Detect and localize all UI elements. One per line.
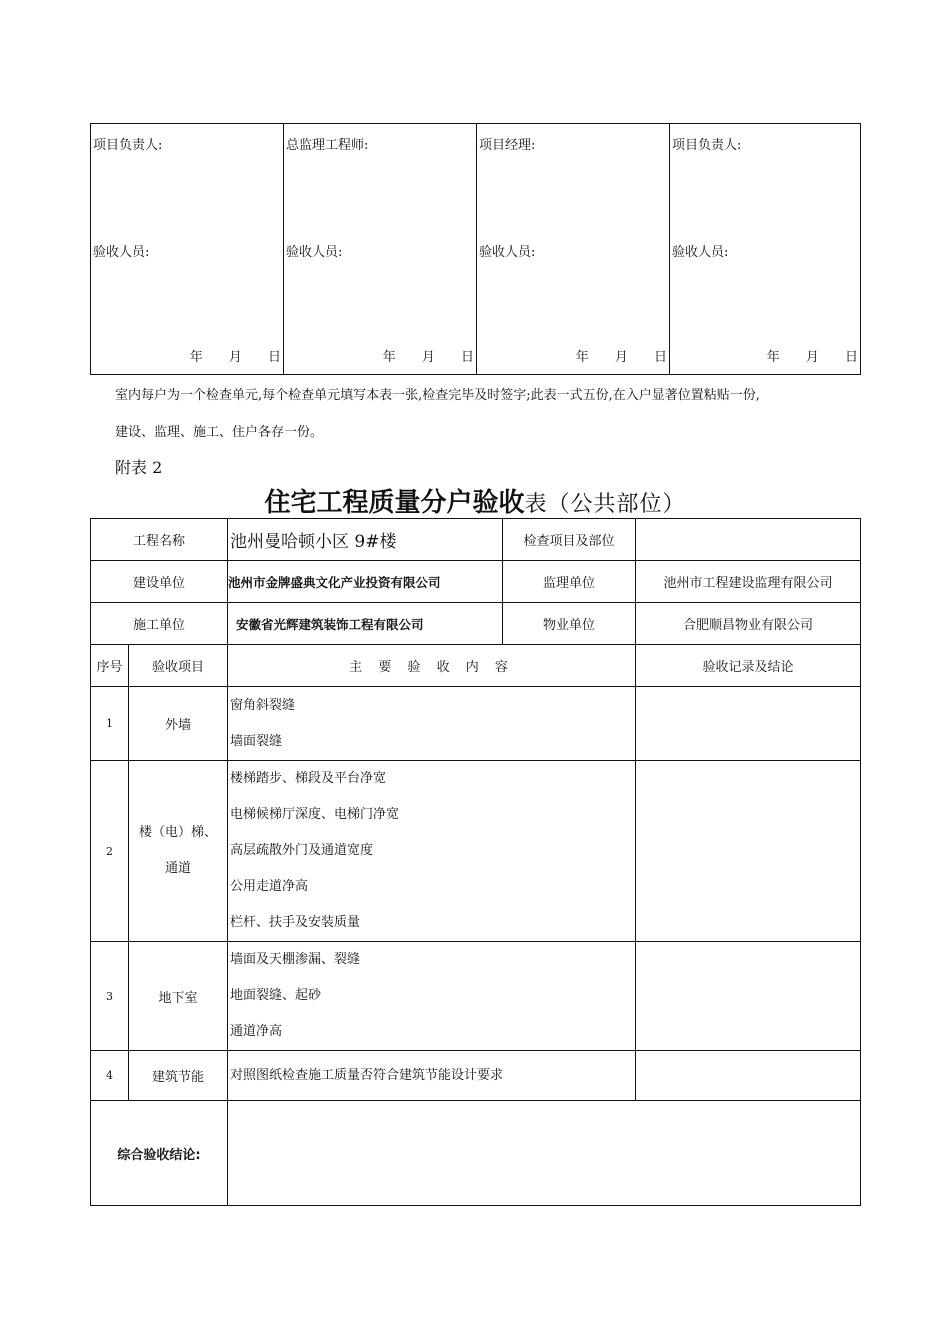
row-contents — [228, 761, 636, 942]
signature-receiver: 验收人员: — [286, 245, 343, 260]
signature-cell[interactable] — [670, 124, 861, 375]
content-line: 公用走道净高 — [230, 879, 309, 894]
row-seq: 3 — [91, 942, 129, 1051]
contractor-label: 施工单位 — [91, 603, 228, 645]
row-contents — [228, 942, 636, 1051]
column-header-record: 验收记录及结论 — [636, 645, 861, 687]
property-label: 物业单位 — [503, 603, 636, 645]
row-seq: 4 — [91, 1051, 129, 1101]
row-item: 地下室 — [129, 942, 228, 1051]
column-header-seq: 序号 — [91, 645, 129, 687]
signature-date: 年 月 日 — [766, 350, 858, 365]
column-header-item: 验收项目 — [129, 645, 228, 687]
row-record[interactable] — [636, 1051, 861, 1101]
row-seq: 2 — [91, 761, 129, 942]
content-line: 通道净高 — [230, 1024, 283, 1039]
row-contents — [228, 1051, 636, 1101]
signature-receiver: 验收人员: — [672, 245, 729, 260]
signature-cell[interactable] — [284, 124, 477, 375]
signature-receiver: 验收人员: — [479, 245, 536, 260]
note-line-2: 建设、监理、施工、住户各存一份。 — [115, 425, 324, 440]
row-record[interactable] — [636, 942, 861, 1051]
form-title-main: 住宅工程质量分户验收 — [264, 488, 525, 518]
content-line: 窗角斜裂缝 — [230, 697, 296, 713]
table-row — [91, 942, 861, 1051]
supervisor-label: 监理单位 — [503, 561, 636, 603]
project-name-label: 工程名称 — [91, 519, 228, 561]
content-line: 高层疏散外门及通道宽度 — [230, 843, 374, 858]
signature-date: 年 月 日 — [575, 350, 667, 365]
row-item: 外墙 — [129, 687, 228, 761]
content-line: 楼梯踏步、梯段及平台净宽 — [230, 771, 387, 786]
conclusion-label: 综合验收结论: — [91, 1101, 228, 1206]
row-item: 建筑节能 — [129, 1051, 228, 1101]
signature-role: 项目负责人: — [672, 138, 742, 153]
signature-table — [90, 123, 861, 375]
note-line-1: 室内每户为一个检查单元,每个检查单元填写本表一张,检查完毕及时签字;此表一式五份,在入户显著位置粘贴一份, — [115, 388, 760, 403]
content-line: 电梯候梯厅深度、电梯门净宽 — [230, 807, 400, 822]
project-name-value[interactable]: 池州曼哈顿小区 9#楼 — [228, 519, 503, 561]
content-line: 墙面及天棚渗漏、裂缝 — [230, 952, 361, 967]
signature-receiver: 验收人员: — [93, 245, 150, 260]
row-record[interactable] — [636, 687, 861, 761]
builder-label: 建设单位 — [91, 561, 228, 603]
row-seq: 1 — [91, 687, 129, 761]
inspection-scope-label: 检查项目及部位 — [503, 519, 636, 561]
inspection-table — [90, 518, 861, 1206]
row-item-line: 楼（电）梯、 — [139, 825, 218, 840]
signature-cell[interactable] — [477, 124, 670, 375]
form-title-suffix: 表（公共部位） — [524, 492, 686, 517]
signature-role: 项目经理: — [479, 138, 536, 153]
contractor-value[interactable]: 安徽省光辉建筑装饰工程有限公司 — [228, 603, 503, 645]
row-item — [129, 761, 228, 942]
signature-date: 年 月 日 — [382, 350, 474, 365]
conclusion-value[interactable] — [228, 1101, 861, 1206]
column-header-content: 主 要 验 收 内 容 — [228, 645, 636, 687]
inspection-scope-value[interactable] — [636, 519, 861, 561]
builder-value[interactable]: 池州市金牌盛典文化产业投资有限公司 — [228, 561, 503, 603]
signature-role: 项目负责人: — [93, 138, 163, 153]
supervisor-value[interactable]: 池州市工程建设监理有限公司 — [636, 561, 861, 603]
content-line: 地面裂缝、起砂 — [230, 988, 322, 1003]
row-item-line: 通道 — [165, 861, 192, 876]
table-row — [91, 687, 861, 761]
row-contents — [228, 687, 636, 761]
content-line: 墙面裂缝 — [230, 733, 283, 749]
content-line: 栏杆、扶手及安装质量 — [230, 915, 361, 930]
content-line: 对照图纸检查施工质量否符合建筑节能设计要求 — [230, 1067, 504, 1083]
table-row — [91, 761, 861, 942]
row-record[interactable] — [636, 761, 861, 942]
form-title — [0, 482, 950, 519]
signature-cell[interactable] — [91, 124, 284, 375]
signature-date: 年 月 日 — [189, 350, 281, 365]
property-value[interactable]: 合肥顺昌物业有限公司 — [636, 603, 861, 645]
appendix-label: 附表 2 — [115, 458, 163, 477]
table-row — [91, 1051, 861, 1101]
signature-role: 总监理工程师: — [286, 138, 369, 153]
